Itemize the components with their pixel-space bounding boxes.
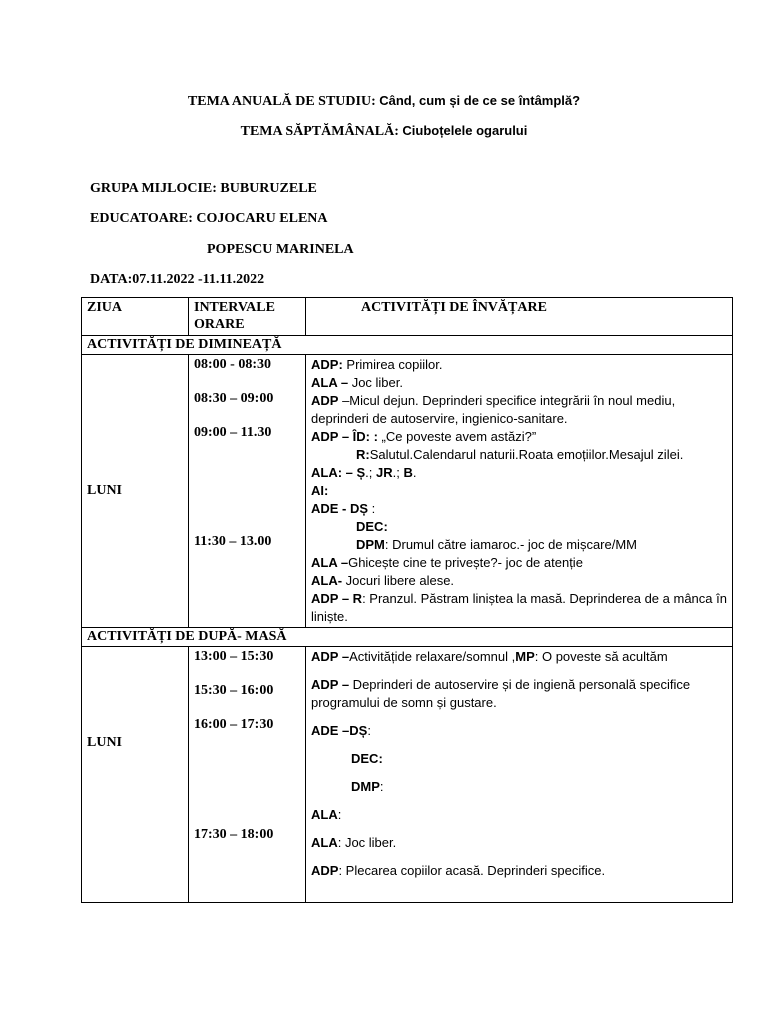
interval-header-line1: INTERVALE	[194, 300, 275, 315]
activity-line: ADP –Micul dejun. Deprinderi specifice integrării în noul mediu, deprinderi de autoservire, ingienico-sanitare.	[311, 393, 676, 426]
times-cell-morning	[189, 355, 306, 628]
annual-theme-value: Când, cum și de ce se întâmplă?	[379, 93, 581, 108]
col-header-day: ZIUA	[82, 298, 189, 336]
activity-line: ADP: Primirea copiilor.	[311, 357, 443, 372]
activity-line: DMP:	[351, 779, 384, 794]
annual-theme-label: TEMA ANUALĂ DE STUDIU:	[187, 94, 376, 109]
weekly-theme	[0, 123, 768, 140]
activity-line: ALA:	[311, 807, 342, 822]
activity-line: ADP –Activitățide relaxare/somnul ,MP: O poveste să acultăm	[311, 649, 668, 664]
activity-line: ADE - DȘ :	[311, 501, 376, 516]
schedule-table	[81, 297, 733, 903]
weekly-theme-value: Ciuboțelele ogarului	[402, 123, 528, 138]
time-slot: 16:00 – 17:30	[194, 717, 274, 732]
activity-line: ADP – ÎD: : „Ce poveste avem astăzi?”	[311, 429, 537, 444]
activity-line: R:Salutul.Calendarul naturii.Roata emoțiilor.Mesajul zilei.	[356, 447, 684, 462]
activity-line: ADP: Plecarea copiilor acasă. Deprinderi specifice.	[311, 863, 606, 878]
activity-line: ADE –DȘ:	[311, 723, 371, 738]
time-slot: 11:30 – 13.00	[194, 534, 272, 549]
section-row-afternoon	[82, 628, 733, 647]
activity-line: ADP – R: Pranzul. Păstram liniștea la masă. Deprinderea de a mânca în liniște.	[311, 591, 727, 624]
activity-line: ADP – Deprinderi de autoservire și de ingienă personală specifice programului de somn și gustare.	[311, 677, 691, 710]
activity-line: ALA: Joc liber.	[311, 835, 397, 850]
activity-line: AI:	[311, 483, 329, 498]
interval-header-line2: ORARE	[194, 317, 245, 332]
time-slot: 13:00 – 15:30	[194, 649, 274, 664]
annual-theme	[0, 93, 768, 110]
day-cell-morning: LUNI	[82, 355, 189, 628]
col-header-interval	[189, 298, 306, 336]
col-header-activities: ACTIVITĂȚI DE ÎNVĂȚARE	[306, 298, 733, 336]
date-line: DATA:07.11.2022 -11.11.2022	[90, 272, 265, 287]
time-slot: 08:00 - 08:30	[194, 357, 271, 372]
activity-line: ALA- Jocuri libere alese.	[311, 573, 455, 588]
section-afternoon-label: ACTIVITĂȚI DE DUPĂ- MASĂ	[82, 628, 733, 647]
teacher-line-2: POPESCU MARINELA	[207, 242, 354, 257]
activity-line: DEC:	[351, 751, 383, 766]
group-line: GRUPA MIJLOCIE: BUBURUZELE	[90, 181, 317, 196]
time-slot: 17:30 – 18:00	[194, 827, 274, 842]
activity-line: DEC:	[356, 519, 388, 534]
table-row-afternoon	[82, 647, 733, 903]
teacher-line: EDUCATOARE: COJOCARU ELENA	[90, 211, 328, 226]
time-slot: 08:30 – 09:00	[194, 391, 274, 406]
activity-line: ALA – Joc liber.	[311, 375, 403, 390]
day-cell-afternoon: LUNI	[82, 647, 189, 903]
table-row-morning	[82, 355, 733, 628]
times-cell-afternoon	[189, 647, 306, 903]
activities-cell-morning	[306, 355, 733, 628]
time-slot: 09:00 – 11.30	[194, 425, 272, 440]
weekly-theme-label: TEMA SĂPTĂMÂNALĂ:	[240, 124, 399, 139]
table-header-row	[82, 298, 733, 336]
activity-line: ALA –Ghicește cine te privește?- joc de atenție	[311, 555, 583, 570]
section-row-morning	[82, 336, 733, 355]
activity-line: ALA: – Ș.; JR.; B.	[311, 465, 417, 480]
activities-cell-afternoon	[306, 647, 733, 903]
time-slot: 15:30 – 16:00	[194, 683, 274, 698]
section-morning-label: ACTIVITĂȚI DE DIMINEAȚĂ	[82, 336, 733, 355]
activity-line: DPM: Drumul către iamaroc.- joc de mișcare/MM	[356, 537, 638, 552]
